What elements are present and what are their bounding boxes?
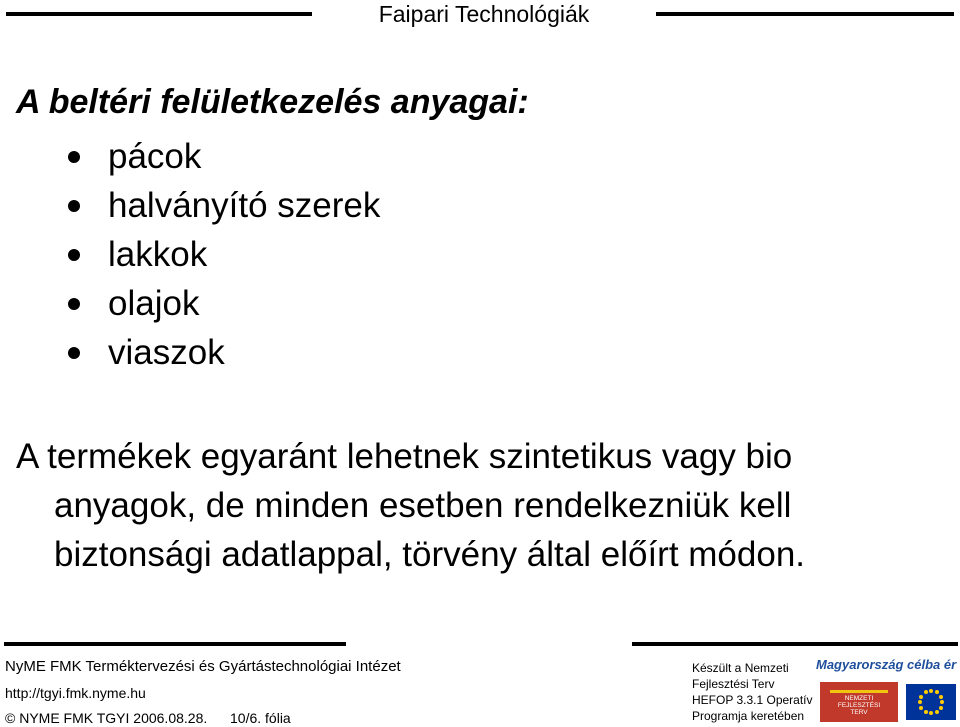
eu-star-icon	[924, 690, 928, 694]
header-rule-left	[6, 12, 312, 16]
bullet-icon	[68, 151, 80, 163]
paragraph-line: A termékek egyaránt lehetnek szintetikus vagy bio	[16, 437, 793, 476]
nft-logo	[820, 682, 898, 722]
bullet-text: pácok	[108, 137, 202, 176]
slide-number: 10/6. fólia	[230, 710, 291, 726]
bullet-icon	[68, 249, 80, 261]
logo-text: TERV	[850, 709, 868, 716]
paragraph-line: biztonsági adatlappal, törvény által előírt módon.	[54, 535, 806, 574]
list-item	[0, 328, 380, 377]
bullet-text: olajok	[108, 284, 200, 323]
list-item	[0, 132, 380, 181]
eu-star-icon	[935, 690, 939, 694]
slogan: Magyarország célba ér	[816, 657, 957, 672]
paragraph-line: anyagok, de minden esetben rendelkezniük kell	[54, 486, 792, 525]
footer-rule-right	[632, 642, 958, 646]
bullet-icon	[68, 347, 80, 359]
eu-star-icon	[919, 706, 923, 710]
bullet-list	[0, 132, 380, 377]
eu-star-icon	[939, 706, 943, 710]
bullet-icon	[68, 200, 80, 212]
footer-copyright: © NYME FMK TGYI 2006.08.28.	[5, 710, 208, 726]
eu-star-icon	[929, 711, 933, 715]
eu-star-icon	[935, 710, 939, 714]
logo-label	[824, 695, 894, 716]
bullet-text: viaszok	[108, 333, 225, 372]
terv-line: Fejlesztési Terv	[692, 677, 775, 691]
body-paragraph	[16, 432, 916, 579]
bullet-text: halványító szerek	[108, 186, 381, 225]
list-item	[0, 279, 380, 328]
slide-heading: A beltéri felületkezelés anyagai:	[16, 83, 529, 121]
eu-star-icon	[918, 700, 922, 704]
bullet-icon	[68, 298, 80, 310]
eu-star-icon	[940, 700, 944, 704]
logo-text: FEJLESZTÉSI	[837, 702, 881, 709]
terv-line: HEFOP 3.3.1 Operatív	[692, 693, 813, 707]
list-item	[0, 230, 380, 279]
terv-line: Programja keretében	[692, 709, 805, 723]
eu-star-icon	[919, 695, 923, 699]
list-item	[0, 181, 380, 230]
footer-institute: NyME FMK Terméktervezési és Gyártástechnológiai Intézet	[5, 658, 401, 675]
header-rule-right	[656, 12, 954, 16]
eu-flag-icon	[906, 684, 956, 720]
footer-rule-left	[4, 642, 346, 646]
terv-line: Készült a Nemzeti	[692, 661, 789, 675]
bullet-text: lakkok	[108, 235, 208, 274]
logo-stripe	[830, 690, 888, 693]
eu-star-icon	[929, 689, 933, 693]
logo-text: NEMZETI	[844, 695, 874, 702]
eu-star-icon	[939, 695, 943, 699]
eu-star-icon	[924, 710, 928, 714]
footer-terv-note	[692, 660, 813, 724]
header-title: Faipari Technológiák	[378, 1, 590, 27]
footer-url-link[interactable]: http://tgyi.fmk.nyme.hu	[5, 685, 146, 701]
